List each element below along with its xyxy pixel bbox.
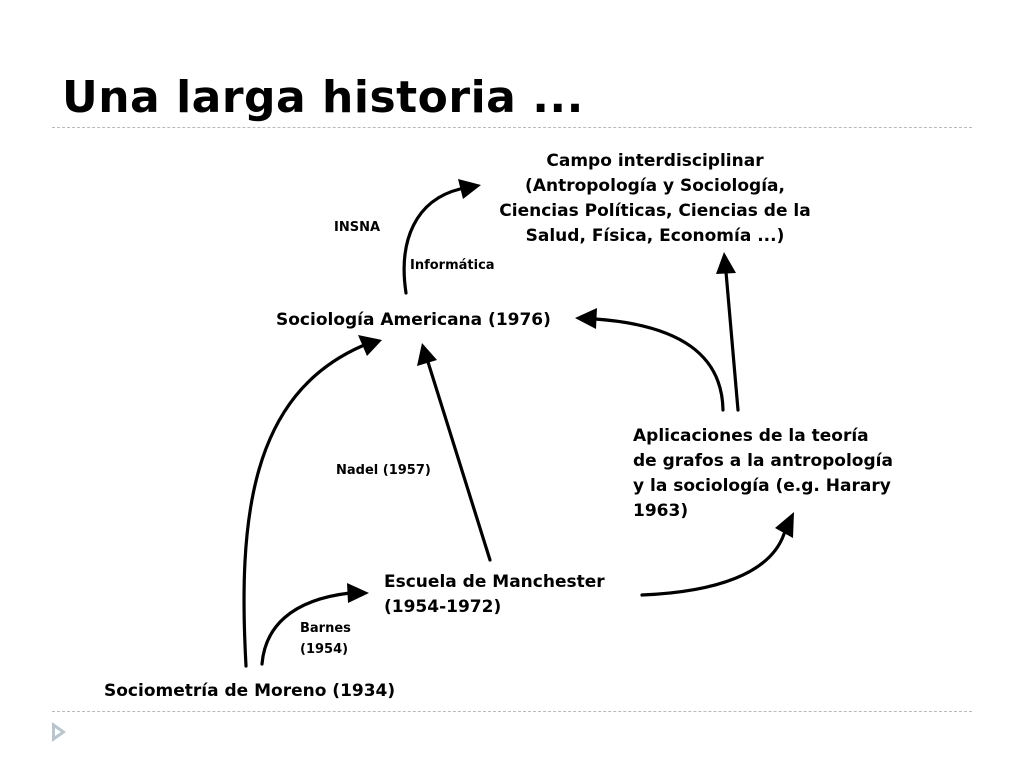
arrow-aplicaciones-to-sociologia bbox=[595, 319, 723, 410]
slide-title: Una larga historia ... bbox=[62, 72, 584, 123]
arrowhead-aplicaciones-to-campo bbox=[716, 252, 736, 274]
arrowhead-aplicaciones-to-sociologia bbox=[575, 308, 597, 329]
arrowhead-sociometria-to-manchester bbox=[347, 583, 369, 603]
node-campo-interdisciplinar: Campo interdisciplinar (Antropología y Sociología, Ciencias Políticas, Ciencias de la Salud, Física, Economía ...) bbox=[499, 151, 811, 246]
node-sociologia-americana: Sociología Americana (1976) bbox=[276, 310, 551, 330]
node-aplicaciones-teoria-grafos: Aplicaciones de la teoría de grafos a la antropología y la sociología (e.g. Harary 1963) bbox=[633, 426, 893, 521]
edge-label-barnes: Barnes (1954) bbox=[300, 621, 351, 657]
arrowhead-sociologia-to-campo bbox=[458, 179, 481, 199]
arrowhead-manchester-to-sociologia bbox=[417, 343, 437, 366]
edge-label-nadel: Nadel (1957) bbox=[336, 463, 431, 478]
triangle-bullet-icon bbox=[50, 720, 68, 744]
edge-label-insna: INSNA bbox=[334, 220, 381, 235]
arrow-aplicaciones-to-campo bbox=[726, 272, 738, 410]
node-escuela-manchester: Escuela de Manchester (1954-1972) bbox=[384, 572, 605, 617]
node-sociometria-moreno: Sociometría de Moreno (1934) bbox=[104, 681, 396, 701]
arrow-manchester-to-aplicaciones bbox=[642, 534, 784, 595]
edge-label-informatica: Informática bbox=[410, 258, 495, 273]
arrow-manchester-to-sociologia bbox=[428, 362, 490, 560]
arrow-sociologia-to-campo bbox=[404, 189, 460, 293]
